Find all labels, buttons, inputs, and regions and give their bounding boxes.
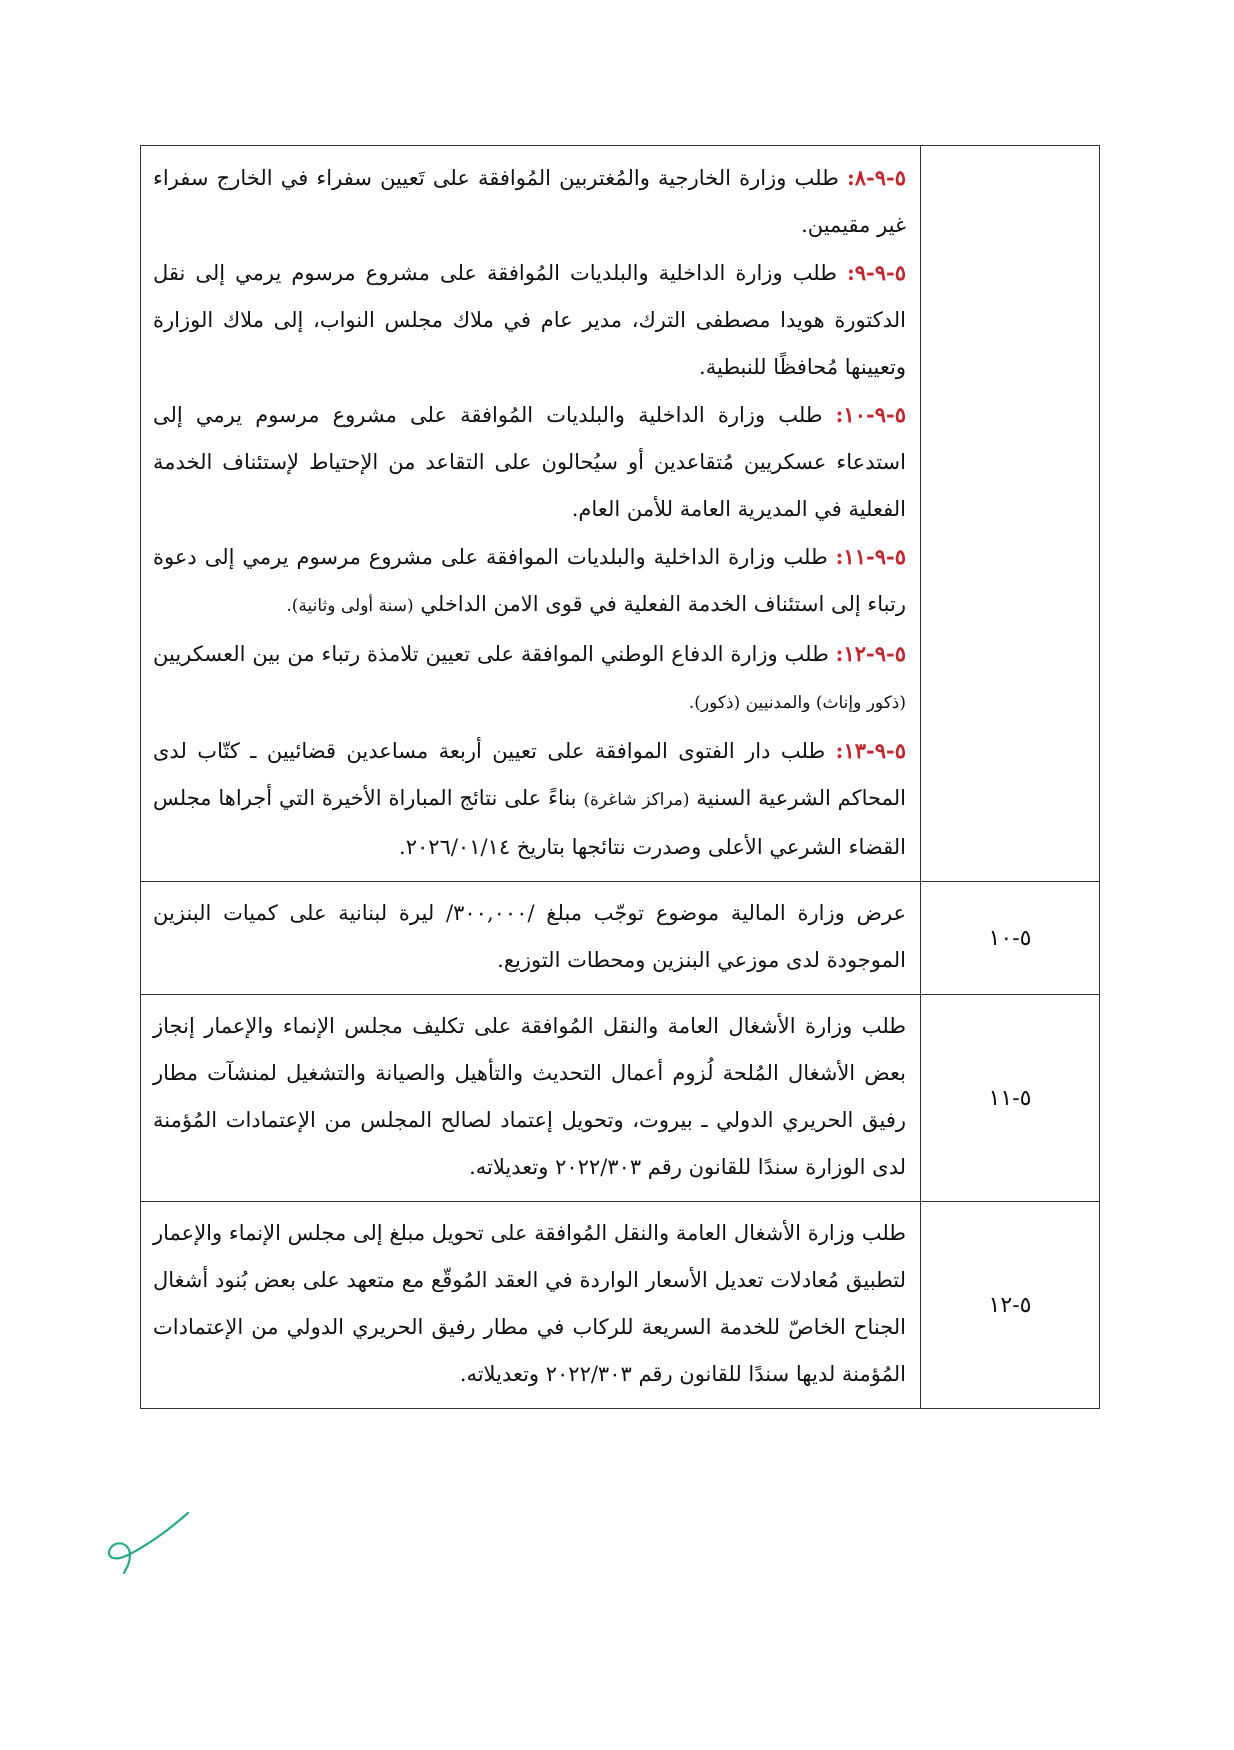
- sub-item-text: طلب وزارة الداخلية والبلديات المُوافقة على مشروع مرسوم يرمي إلى نقل الدكتورة هويدا مصطفى الترك، مدير عام في ملاك مجلس النواب، إلى ملاك الوزارة وتعيينها مُحافظًا للنبطية.: [153, 261, 906, 379]
- item-number: ٥-١٠: [921, 882, 1100, 995]
- sub-item-note: (مراكز شاغرة): [583, 790, 690, 810]
- sub-item-text: طلب وزارة الدفاع الوطني الموافقة على تعيين تلامذة رتباء من بين العسكريين: [153, 642, 829, 666]
- sub-item: [153, 249, 906, 391]
- sub-item-number: ٥-٩-١١:: [835, 544, 906, 569]
- item-content-cell: [141, 146, 921, 882]
- signature-mark: [100, 1505, 195, 1575]
- item-text: طلب وزارة الأشغال العامة والنقل المُوافقة على تكليف مجلس الإنماء والإعمار إنجاز بعض الأشغال المُلحة لُزوم أعمال التحديث والتأهيل والصيانة والتشغيل لمنشآت مطار رفيق الحريري الدولي ـ بيروت، وتحويل إعتماد لصالح المجلس من الإعتمادات المُؤمنة لدى الوزارة سندًا للقانون رقم ٢٠٢٢/٣٠٣ وتعديلاته.: [153, 1014, 906, 1179]
- sub-item-text-continued: بناءً على نتائج المباراة الأخيرة التي أجراها مجلس القضاء الشرعي الأعلى وصدرت نتائجها بتاريخ ٢٠٢٦/٠١/١٤.: [153, 786, 906, 859]
- item-number-cell: [921, 146, 1100, 882]
- sub-item-number: ٥-٩-٩:: [846, 260, 906, 285]
- item-text: طلب وزارة الأشغال العامة والنقل المُوافقة على تحويل مبلغ إلى مجلس الإنماء والإعمار لتطبيق مُعادلات تعديل الأسعار الواردة في العقد المُوقّع مع متعهد على بعض بُنود أشغال الجناح الخاصّ للخدمة السريعة للركاب في مطار رفيق الحريري الدولي من الإعتمادات المُؤمنة لديها سندًا للقانون رقم ٢٠٢٢/٣٠٣ وتعديلاته.: [153, 1221, 906, 1386]
- item-number: ٥-١١: [921, 995, 1100, 1202]
- sub-item-number: ٥-٩-١٣:: [835, 738, 906, 763]
- table-row: [141, 146, 1100, 882]
- sub-item: [153, 630, 906, 727]
- agenda-table: [140, 145, 1100, 1409]
- sub-item-note: (سنة أولى وثانية).: [286, 596, 414, 616]
- item-content-cell: [141, 882, 921, 995]
- item-number: ٥-١٢: [921, 1202, 1100, 1409]
- sub-item-number: ٥-٩-٨:: [846, 165, 906, 190]
- item-text: عرض وزارة المالية موضوع توجّب مبلغ /٣٠٠,٠٠٠/ ليرة لبنانية على كميات البنزين الموجودة لدى موزعي البنزين ومحطات التوزيع.: [153, 901, 906, 972]
- sub-item-number: ٥-٩-١٠:: [835, 402, 906, 427]
- item-content-cell: [141, 1202, 921, 1409]
- sub-item-text: طلب دار الفتوى الموافقة على تعيين أربعة مساعدين قضائيين ـ كتّاب لدى المحاكم الشرعية السنية: [153, 739, 906, 810]
- sub-item: [153, 391, 906, 533]
- table-row: [141, 1202, 1100, 1409]
- sub-item: [153, 727, 906, 871]
- item-content-cell: [141, 995, 921, 1202]
- sub-item-text: طلب وزارة الداخلية والبلديات الموافقة على مشروع مرسوم يرمي إلى دعوة رتباء إلى استئناف الخدمة الفعلية في قوى الامن الداخلي: [153, 545, 906, 616]
- sub-item-number: ٥-٩-١٢:: [835, 641, 906, 666]
- sub-item-text: طلب وزارة الداخلية والبلديات المُوافقة على مشروع مرسوم يرمي إلى استدعاء عسكريين مُتقاعدين أو سيُحالون على التقاعد من الإحتياط لإستئناف الخدمة الفعلية في المديرية العامة للأمن العام.: [153, 403, 906, 521]
- sub-item-note: (ذكور وإناث) والمدنيين (ذكور).: [688, 693, 906, 713]
- table-row: [141, 882, 1100, 995]
- table-row: [141, 995, 1100, 1202]
- sub-item-text: طلب وزارة الخارجية والمُغتربين المُوافقة على تَعيين سفراء في الخارج سفراء غير مقيمين.: [153, 166, 906, 237]
- sub-item: [153, 533, 906, 630]
- sub-item: [153, 154, 906, 249]
